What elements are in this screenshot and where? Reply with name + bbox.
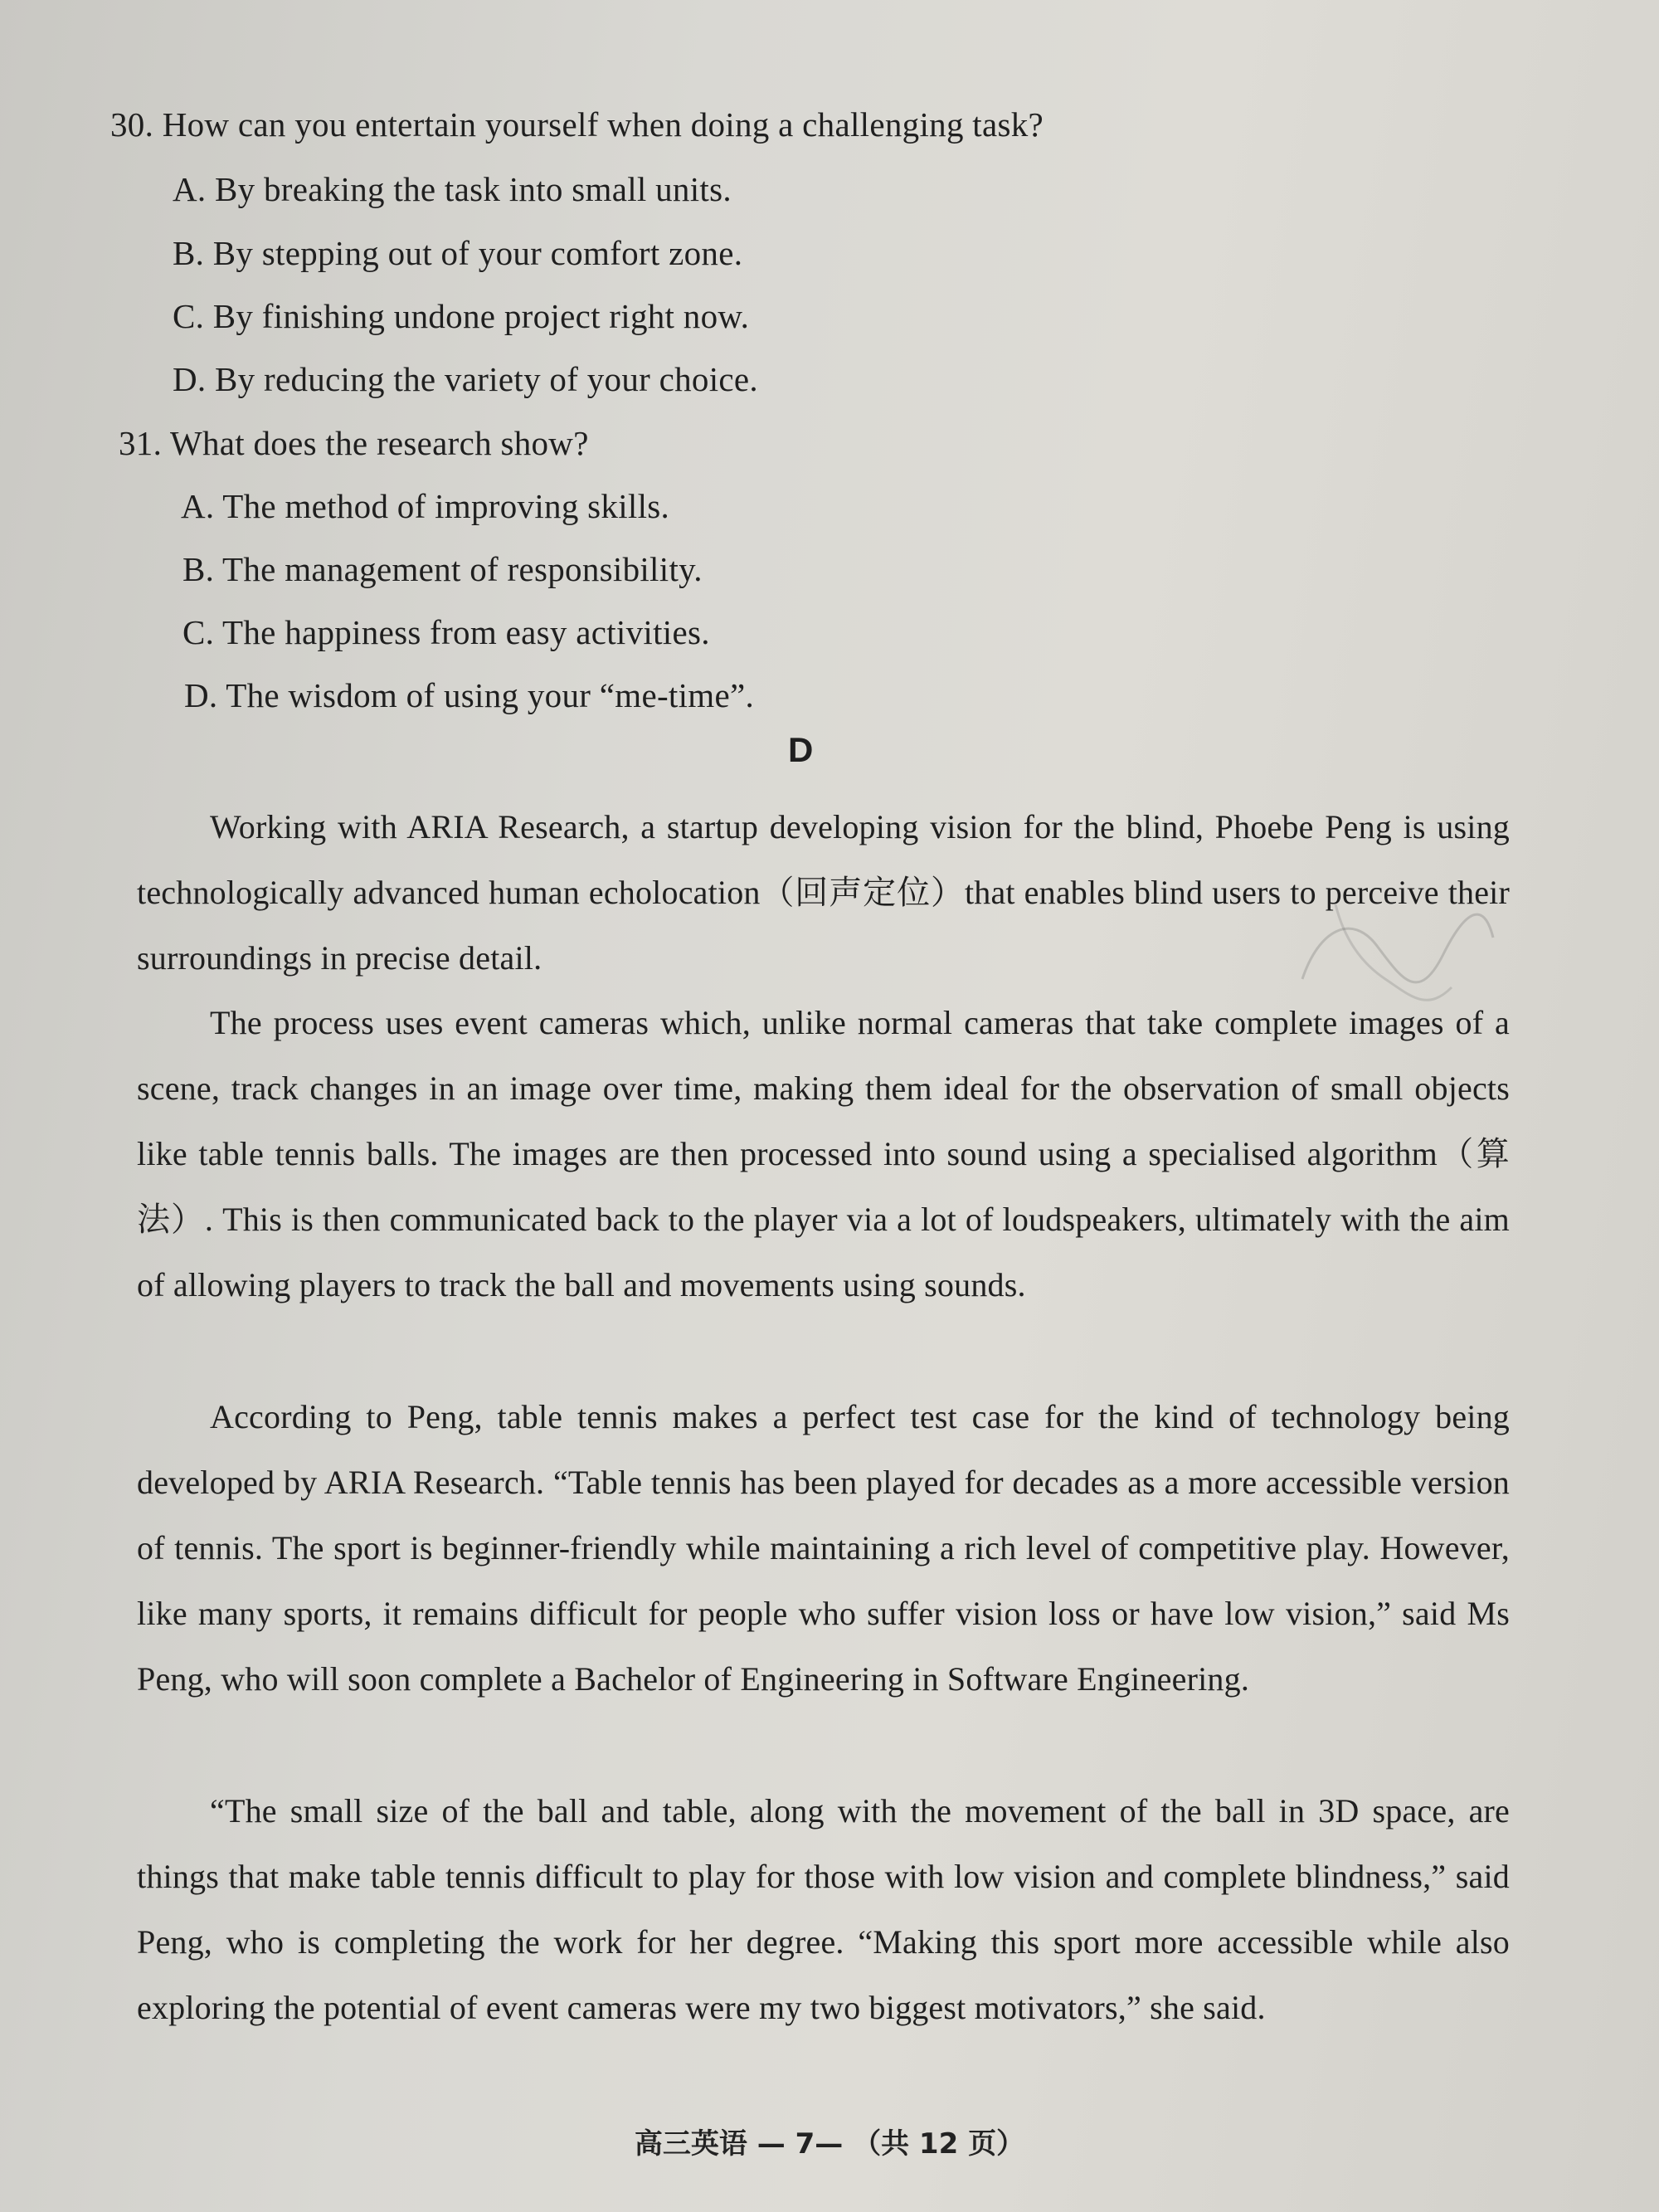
question-30-option-d: D. By reducing the variety of your choice. xyxy=(173,360,758,398)
passage-paragraph-1: Working with ARIA Research, a startup developing vision for the blind, Phoebe Peng is using technologically advanced human echolocation（回声定位）that enables blind users to perceive their surroundings in precise detail. xyxy=(137,808,1510,977)
question-31-option-a: A. The method of improving skills. xyxy=(181,487,670,525)
passage-paragraph-4: “The small size of the ball and table, along with the movement of the ball in 3D space, are things that make table tennis difficult to play for those with low vision and complete blindness,” said Peng, who is completing the work for her degree. “Making this sport more accessible while also exploring the potential of event cameras were my two biggest motivators,” she said. xyxy=(137,1792,1510,2026)
question-31-option-c: C. The happiness from easy activities. xyxy=(182,613,710,651)
question-30-option-a: A. By breaking the task into small units. xyxy=(173,170,732,208)
question-31-stem: 31. What does the research show? xyxy=(119,424,589,462)
question-31-option-b: B. The management of responsibility. xyxy=(182,550,703,588)
pencil-scribble-mark xyxy=(1286,879,1501,1045)
question-30-stem: 30. How can you entertain yourself when doing a challenging task? xyxy=(110,105,1044,144)
passage-paragraph-2: The process uses event cameras which, unlike normal cameras that take complete images of a scene, track changes in an image over time, making them ideal for the observation of small objects like table tennis balls. The images are then processed into sound using a specialised algorithm（算法）. This is then communicated back to the player via a lot of loudspeakers, ultimately with the aim of allowing players to track the ball and movements using sounds. xyxy=(137,1004,1510,1303)
page-footer: 高三英语 — 7— （共 12 页） xyxy=(634,2127,1025,2161)
question-31-option-d: D. The wisdom of using your “me-time”. xyxy=(184,676,755,714)
question-30-option-b: B. By stepping out of your comfort zone. xyxy=(173,234,743,272)
section-heading: D xyxy=(788,730,814,769)
passage-paragraph-3: According to Peng, table tennis makes a perfect test case for the kind of technology being developed by ARIA Research. “Table tennis has been played for decades as a more accessible version of tennis. The sport is beginner-friendly while maintaining a rich level of competitive play. However, like many sports, it remains difficult for people who suffer vision loss or have low vision,” said Ms Peng, who will soon complete a Bachelor of Engineering in Software Engineering. xyxy=(137,1398,1510,1698)
question-30-option-c: C. By finishing undone project right now. xyxy=(173,297,750,335)
